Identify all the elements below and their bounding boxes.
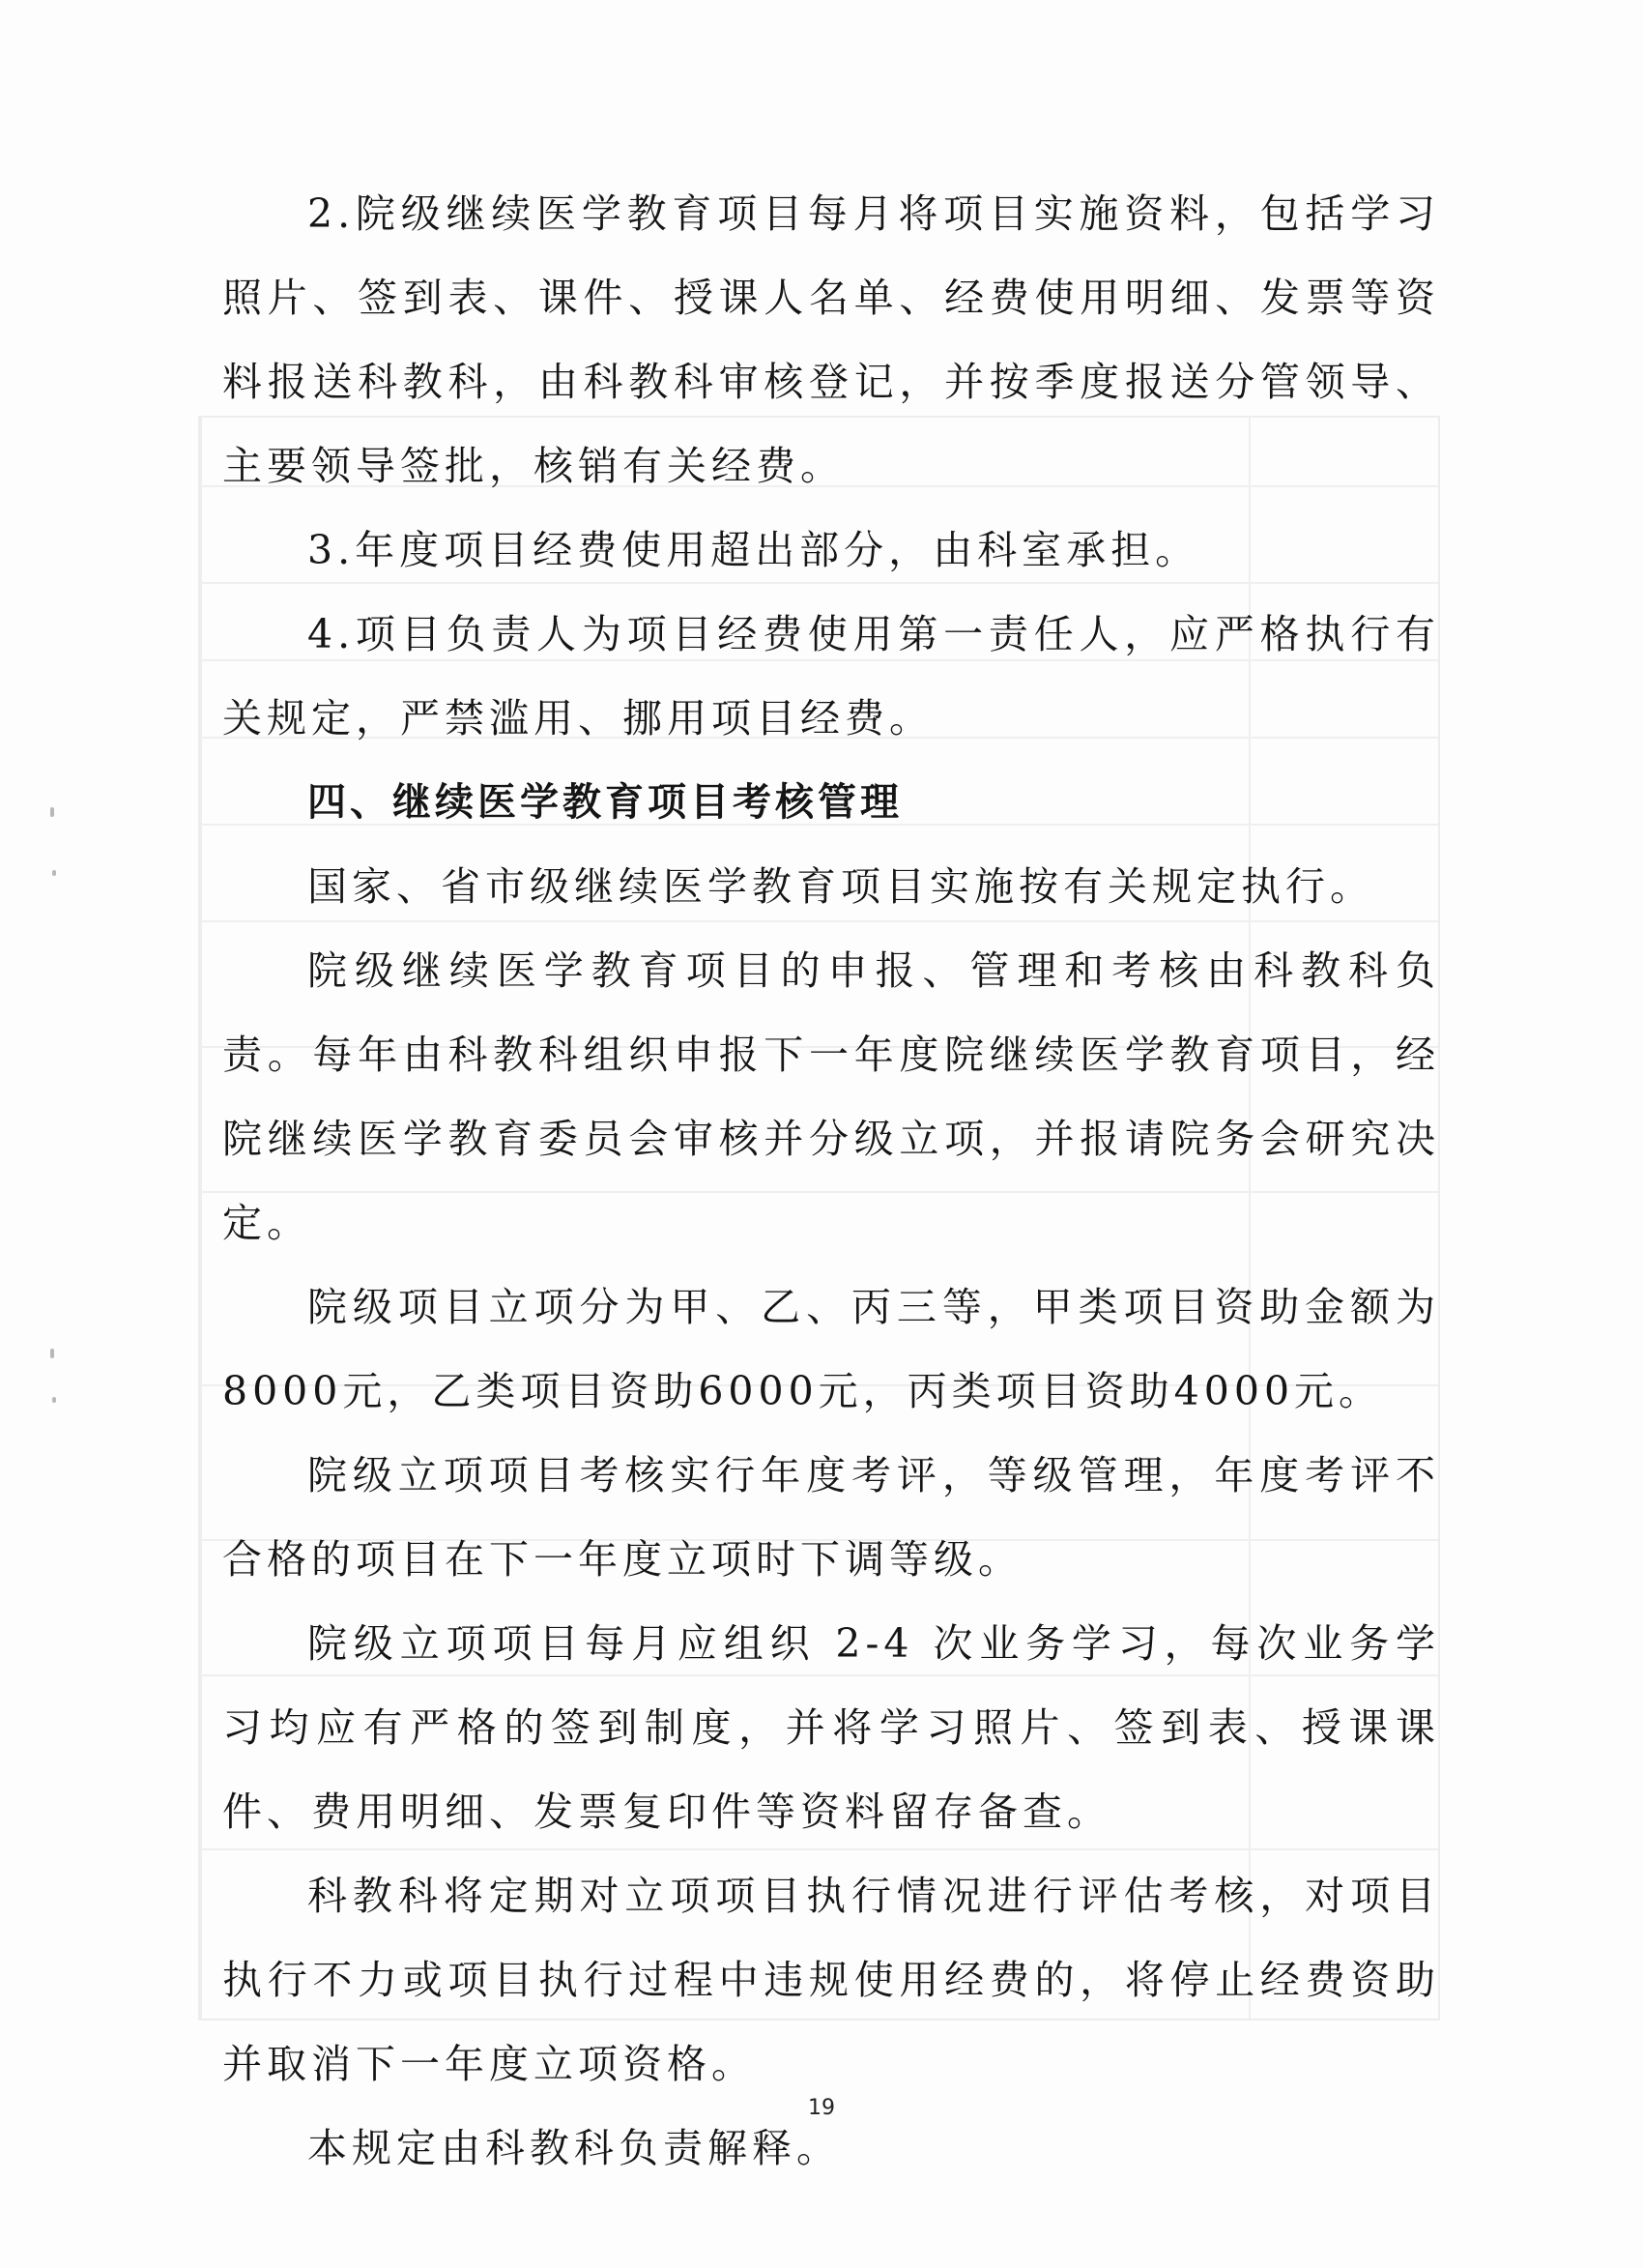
paragraph-evaluation: 科教科将定期对立项项目执行情况进行评估考核，对项目执行不力或项目执行过程中违规使用经费的，将停止经费资助并取消下一年度立项资格。 [222, 1873, 1440, 2087]
paragraph-interpretation: 本规定由科教科负责解释。 [307, 2125, 841, 2171]
paragraph-overspend: 3.年度项目经费使用超出部分，由科室承担。 [307, 527, 1200, 573]
paragraph-project-lead-responsibility: 4.项目负责人为项目经费使用第一责任人，应严格执行有关规定，严禁滥用、挪用项目经费。 [222, 611, 1440, 741]
paragraph-monthly-study: 院级立项项目每月应组织 2-4 次业务学习，每次业务学习均应有严格的签到制度，并将学习照片、签到表、授课课件、费用明细、发票复印件等资料留存备查。 [222, 1620, 1440, 1835]
section-heading-assessment: 四、继续医学教育项目考核管理 [307, 780, 903, 825]
scan-edge-mark [52, 1397, 56, 1403]
paragraph-annual-review: 院级立项项目考核实行年度考评，等级管理，年度考评不合格的项目在下一年度立项时下调等级。 [222, 1452, 1440, 1583]
paragraph-hospital-level-application: 院级继续医学教育项目的申报、管理和考核由科教科负责。每年由科教科组织申报下一年度院继续医学教育项目，经院继续医学教育委员会审核并分级立项，并报请院务会研究决定。 [222, 947, 1440, 1246]
document-body [222, 172, 1440, 2191]
scan-edge-mark [52, 870, 56, 876]
paragraph-funding-grades: 院级项目立项分为甲、乙、丙三等，甲类项目资助金额为8000元，乙类项目资助6000元，丙类项目资助4000元。 [222, 1284, 1440, 1414]
paragraph-material-submission: 2.院级继续医学教育项目每月将项目实施资料，包括学习照片、签到表、课件、授课人名单、经费使用明细、发票等资料报送科教科，由科教科审核登记，并按季度报送分管领导、主要领导签批，核销有关经费。 [222, 190, 1440, 489]
page-number: 19 [808, 2096, 835, 2120]
paragraph-national-provincial: 国家、省市级继续医学教育项目实施按有关规定执行。 [307, 863, 1374, 910]
scan-edge-mark [50, 807, 54, 817]
scan-edge-mark [50, 1349, 54, 1358]
